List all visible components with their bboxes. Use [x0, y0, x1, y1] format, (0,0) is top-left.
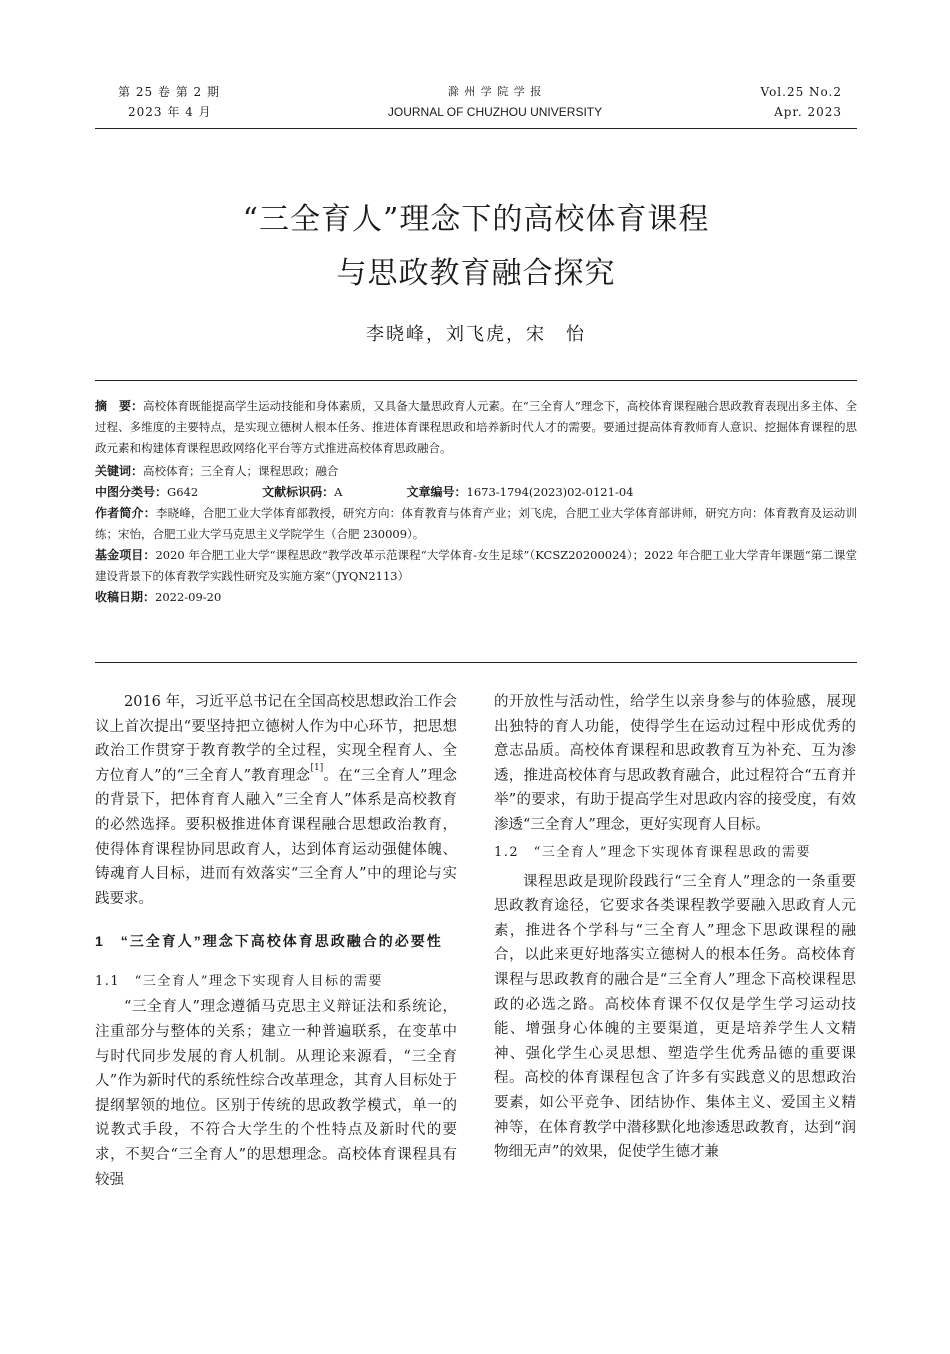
citation-ref: [1]	[310, 762, 324, 773]
received-label: 收稿日期：	[95, 590, 156, 604]
header-rule	[95, 128, 857, 129]
abstract-block	[95, 396, 857, 608]
body-right-column	[494, 690, 856, 1165]
fund-text: 2020 年合肥工业大学“课程思政”教学改革示范课程“大学体育-女生足球”（KCSZ20200024）；2022 年合肥工业大学青年课题“第二课堂建设背景下的体育教学实践性研究及实施方案”（JYQN2113）	[95, 548, 857, 583]
keywords	[95, 461, 857, 482]
author-bio-label: 作者简介：	[95, 506, 156, 520]
received-date	[95, 587, 857, 608]
subsection-heading-1-1: 1.1 “三全育人”理念下实现育人目标的需要	[95, 974, 383, 990]
author-bio	[95, 503, 857, 545]
journal-volume-info	[761, 82, 843, 122]
abstract-top-rule	[95, 380, 857, 381]
keywords-text: 高校体育；三全育人；课程思政；融合	[143, 464, 339, 478]
article-number-label: 文章编号：	[406, 485, 467, 499]
paragraph: 的开放性与活动性，给学生以亲身参与的体验感，展现出独特的育人功能，使得学生在运动过程中形成优秀的意志品质。高校体育课程和思政教育互为补充、互为渗透，推进高校体育与思政教育融合，此过程符合“五育并举”的要求，有助于提高学生对思政内容的接受度，有效渗透“三全育人”理念，更好实现育人目标。	[494, 694, 856, 833]
paragraph	[95, 690, 457, 911]
abstract-label: 摘 要：	[95, 399, 144, 413]
document-code-value: A	[334, 485, 343, 499]
article-title-line-1: “三全育人”理念下的高校体育课程	[242, 202, 710, 237]
subsection-heading-1-2: 1.2 “三全育人”理念下实现体育课程思政的需要	[494, 844, 811, 860]
abstract-text: 高校体育既能提高学生运动技能和身体素质，又具备大量思政育人元素。在“三全育人”理念下，高校体育课程融合思政教育表现出多主体、全过程、多维度的主要特点，是实现立德树人根本任务、推进体育课程思政和培养新时代人才的需要。要通过提高体育教师育人意识、挖掘体育课程的思政元素和构建体育课程思政网络化平台等方式推进高校体育思政融合。	[95, 399, 857, 455]
clc-value: G642	[167, 485, 199, 499]
document-code-label: 文献标识码：	[262, 485, 335, 499]
section-heading-1: 1 “三全育人”理念下高校体育思政融合的必要性	[95, 933, 443, 950]
fund-label: 基金项目：	[95, 548, 156, 562]
issue-date-cn: 2023 年 4 月	[128, 105, 212, 119]
article-authors: 李晓峰，刘飞虎，宋 怡	[366, 324, 586, 345]
abstract-bottom-rule	[95, 662, 857, 663]
journal-issue-info	[118, 82, 220, 122]
body-left-column	[95, 690, 457, 1192]
issue-date-en: Apr. 2023	[774, 105, 842, 119]
article-title-line-2: 与思政教育融合探究	[336, 256, 616, 291]
journal-name-en: JOURNAL OF CHUZHOU UNIVERSITY	[387, 105, 603, 119]
clc-label: 中图分类号：	[95, 485, 168, 499]
paragraph-text: 2016 年，习近平总书记在全国高校思想政治工作会议上首次提出“要坚持把立德树人作为中心环节，把思想政治工作贯穿于教育教学的全过程，实现全程育人、全方位育人”的“三全育人”教育理念	[95, 694, 457, 784]
received-value: 2022-09-20	[155, 590, 222, 604]
issue-number: 第 25 卷 第 2 期	[118, 85, 220, 99]
keywords-label: 关键词：	[95, 464, 144, 478]
journal-name-cn: 滁 州 学 院 学 报	[447, 85, 543, 98]
classification-row	[95, 482, 857, 503]
paragraph: “三全育人”理念遵循马克思主义辩证法和系统论，注重部分与整体的关系；建立一种普遍联系，在变革中与时代同步发展的育人机制。从理论来源看，“三全育人”作为新时代的系统性综合改革理念，其育人目标处于提纲挈领的地位。区别于传统的思政教学模式，单一的说教式手段，不符合大学生的个性特点及新时代的要求，不契合“三全育人”的思想理念。高校体育课程具有较强	[95, 999, 457, 1188]
abstract	[95, 396, 857, 459]
author-bio-text: 李晓峰，合肥工业大学体育部教授，研究方向：体育教育与体育产业；刘飞虎，合肥工业大学体育部讲师，研究方向：体育教育及运动训练；宋怡，合肥工业大学马克思主义学院学生（合肥 230009）。	[95, 506, 857, 541]
article-number-value: 1673-1794(2023)02-0121-04	[466, 485, 634, 499]
journal-name	[340, 82, 650, 122]
paragraph-text: 。在“三全育人”理念的背景下，把体育育人融入“三全育人”体系是高校教育的必然选择。要积极推进体育课程融合思想政治教育，使得体育课程协同思政育人，达到体育运动强健体魄、铸魂育人目标，进而有效落实“三全育人”中的理论与实践要求。	[95, 767, 457, 907]
paragraph: 课程思政是现阶段践行“三全育人”理念的一条重要思政教育途径，它要求各类课程教学要融入思政育人元素，推进各个学科与“三全育人”理念下思政课程的融合，以此来更好地落实立德树人的根本任务。高校体育课程与思政教育的融合是“三全育人”理念下高校课程思政的必选之路。高校体育课不仅仅是学生学习运动技能、增强身心体魄的主要渠道，更是培养学生人文精神、强化学生心灵思想、塑造学生优秀品德的重要课程。高校的体育课程包含了许多有实践意义的思想政治要素，如公平竞争、团结协作、集体主义、爱国主义精神等，在体育教学中潜移默化地渗透思政教育，达到“润物细无声”的效果，促使学生德才兼	[494, 873, 856, 1161]
fund-project	[95, 545, 857, 587]
volume-number: Vol.25 No.2	[760, 85, 842, 99]
